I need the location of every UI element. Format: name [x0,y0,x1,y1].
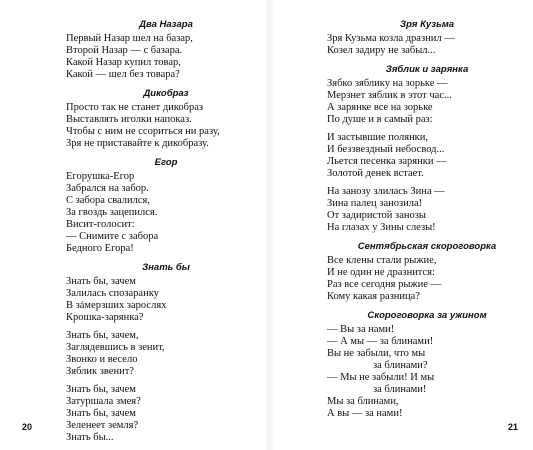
poem-title: Два Назара [139,19,193,30]
poem-line: Знать бы... [66,432,114,443]
stanza [66,102,266,150]
poem-line: Забрался на забор. [66,183,149,194]
poem-line: И не один не дразнится: [327,267,435,278]
poem-line: Кому какая разница? [327,291,420,302]
poem-line: Все клены стали рыжие, [327,255,437,266]
right-page-text [327,18,527,426]
poem-line: Второй Назар — с базара. [66,45,183,56]
poem-line: А вы — за нами! [327,408,403,419]
poem-line: На занозу злилась Зина — [327,186,445,197]
poem-line: На глазах у Зины слезы! [327,222,436,233]
poem-line: Мерзнет зяблик в этот час... [327,90,452,101]
right-page [267,0,533,450]
poem-line: Вы не забыли, что мы [327,348,426,359]
poem-line: С забора свалился, [66,195,151,206]
poem-line: Какой Назар купил товар, [66,57,181,68]
poem [327,309,527,420]
poem-title: Зяблик и зарянка [385,64,469,75]
stanza [66,330,266,378]
poem [327,18,527,57]
page-number: 20 [22,422,33,432]
poem-line: Знать бы, зачем, [66,330,139,341]
left-page-text [66,18,266,450]
page-number: 21 [508,422,519,432]
stanza [327,186,527,234]
poem-title: Скороговорка за ужином [367,310,487,321]
stanza [66,171,266,255]
poem-line: Затуршала змея? [66,396,141,407]
poem-title: Дикобраз [143,88,189,99]
poem-line: И беззвездный небосвод... [327,144,445,155]
poem-line: Первый Назар шел на базар, [66,33,193,44]
poem-line: Егорушка-Егор [66,171,135,182]
poem-line: Мы за блинами, [327,396,399,407]
poem-line: Висит-голосит: [66,219,135,230]
poem-line: Зеленеет земля? [66,420,139,431]
poem-line: По душе и в самый раз: [327,114,433,125]
poem-line: Крошка-зарянка? [66,312,144,323]
stanza [66,384,266,444]
left-page [0,0,266,450]
stanza [327,132,527,180]
poem-line: Бедного Егора! [66,243,134,254]
stanza [327,33,527,57]
poem [327,240,527,303]
stanza [327,324,527,420]
poem [66,87,266,150]
poem-line: Чтобы с ним не ссориться ни разу, [66,126,220,137]
stanza [66,33,266,81]
poem-line: за блинами! [373,384,427,395]
stanza [327,255,527,303]
poem-line: Зяблик звенит? [66,366,134,377]
poem-line: Льется песенка зарянки — [327,156,447,167]
poem-line: — А мы — за блинами! [327,336,434,347]
poem-line: Золотой денек встает. [327,168,424,179]
poem-title: Сентябрьская скороговорка [357,241,497,252]
poem-line: Знать бы, зачем [66,276,136,287]
poem [327,63,527,234]
poem-title: Зря Кузьма [399,19,455,30]
poem-line: Козел задиру не забыл... [327,45,436,56]
poem-line: Зябко зяблику на зорьке — [327,78,448,89]
poem [66,18,266,81]
poem-line: Зря Кузьма козла дразнил — [327,33,455,44]
poem-line: Звонко и весело [66,354,138,365]
poem-line: А зарянке все на зорьке [327,102,433,113]
poem-line: Знать бы, зачем [66,408,136,419]
poem-line: — Мы не забыли! И мы [327,372,435,383]
poem-line: Зря не приставайте к дикобразу. [66,138,209,149]
poem-line: Просто так не станет дикобраз [66,102,204,113]
stanza [327,78,527,126]
poem-line: Зина палец занозила! [327,198,423,209]
poem-line: Залилась спозаранку [66,288,159,299]
poem-line: — Снимите с забора [66,231,159,242]
stanza [66,276,266,324]
poem-line: Какой — шел без товара? [66,69,180,80]
poem-line: Заглядевшись в зенит, [66,342,165,353]
poem-line: Выставлять иголки напоказ. [66,114,192,125]
poem [66,156,266,255]
poem-line: Знать бы, зачем [66,384,136,395]
poem-line: За гвоздь зацепился. [66,207,158,218]
poem-line: В зáмерзших зарослях [66,300,167,311]
poem-line: — Вы за нами! [327,324,395,335]
poem-line: И застывшие полянки, [327,132,429,143]
poem-title: Знать бы [142,262,190,273]
poem-line: От задиристой занозы [327,210,426,221]
poem-line: Раз все сегодня рыжие — [327,279,442,290]
poem-title: Егор [154,157,178,168]
poem-line: за блинами? [373,360,428,371]
poem [66,261,266,444]
